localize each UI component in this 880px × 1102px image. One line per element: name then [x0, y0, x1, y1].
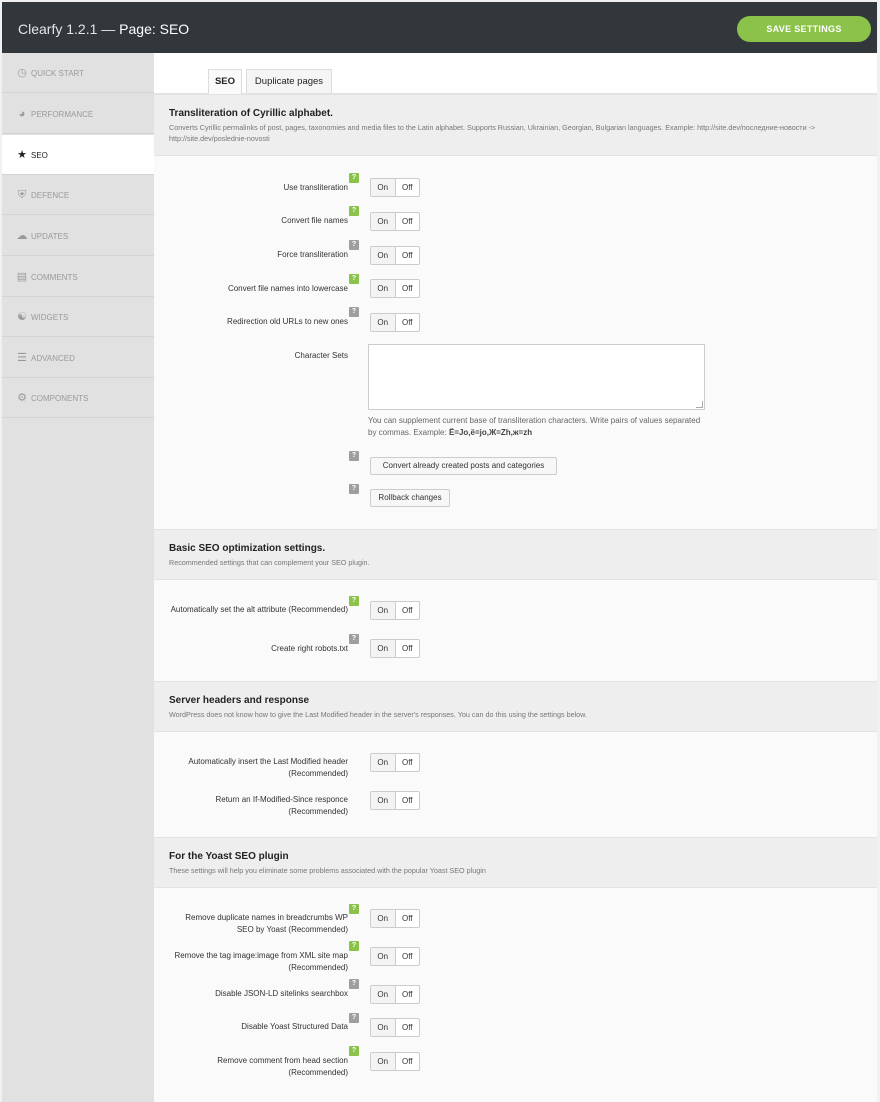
main-content — [154, 53, 877, 1102]
section-title: Transliteration of Cyrillic alphabet. — [169, 108, 333, 119]
help-icon[interactable]: ? — [349, 1046, 359, 1056]
setting-label: Convert file names into lowercase — [227, 284, 348, 293]
section-description: WordPress does not know how to give the Last Modified header in the server's responses. You can do this using the settings below. — [169, 710, 587, 719]
convert-posts-button[interactable]: Convert already created posts and categories — [370, 457, 557, 475]
star-icon: ★ — [17, 149, 27, 161]
sidebar-item-label: UPDATES — [31, 232, 69, 241]
convert-file-names-toggle[interactable] — [370, 212, 420, 231]
app-name: Clearfy 1.2.1 — — [18, 21, 116, 37]
help-icon[interactable]: ? — [349, 206, 359, 216]
sidebar-item-performance[interactable] — [2, 94, 154, 134]
help-icon[interactable]: ? — [349, 941, 359, 951]
toggle-on-option[interactable]: On — [371, 280, 396, 297]
redirect-old-urls-toggle[interactable] — [370, 313, 420, 332]
top-bar — [2, 2, 877, 53]
sidebar-item-label: PERFORMANCE — [31, 110, 94, 119]
toggle-off-option[interactable]: Off — [401, 758, 413, 767]
toggle-off-option[interactable]: Off — [401, 606, 413, 615]
page-header-title — [18, 21, 189, 37]
help-icon[interactable]: ? — [349, 1013, 359, 1023]
section-description: Converts Cyrillic permalinks of post, pages, taxonomies and media files to the Latin alphabet. Supports Russian, Ukrainian, Georgian, Bulgarian languages. Example: http://site.dev/последние-новости -> http://site.dev/poslednie-novosti — [169, 123, 816, 143]
sidebar-item-updates[interactable] — [2, 216, 154, 256]
toggle-off-option[interactable]: Off — [401, 796, 413, 805]
plugin-icon: ⚙ — [17, 392, 27, 404]
section-header-basic-seo — [154, 529, 877, 580]
toggle-on-option[interactable]: On — [371, 179, 396, 196]
sidebar-item-widgets[interactable] — [2, 297, 154, 337]
toggle-off-option[interactable]: Off — [401, 217, 413, 226]
setting-label: Remove duplicate names in breadcrumbs WP SEO by Yoast (Recommended) — [185, 913, 348, 934]
sidebar-item-label: ADVANCED — [31, 354, 75, 363]
help-icon[interactable]: ? — [349, 274, 359, 284]
force-transliteration-toggle[interactable] — [370, 246, 420, 265]
sidebar — [2, 53, 154, 1102]
sidebar-item-label: QUICK START — [31, 69, 85, 78]
sidebar-item-label: COMMENTS — [31, 273, 78, 282]
setting-label: Automatically insert the Last Modified header (Recommended) — [188, 757, 348, 778]
help-icon[interactable]: ? — [349, 596, 359, 606]
toggle-on-option[interactable]: On — [371, 213, 396, 230]
sidebar-item-label: SEO — [31, 151, 48, 160]
cloud-icon: ☁ — [16, 230, 28, 242]
help-icon[interactable]: ? — [349, 173, 359, 183]
comment-icon: ▤ — [16, 271, 28, 283]
toggle-on-option[interactable]: On — [371, 247, 396, 264]
yoast-image-sitemap-toggle[interactable] — [370, 947, 420, 966]
resize-grip-icon[interactable] — [696, 401, 703, 408]
sidebar-item-quick-start[interactable] — [2, 53, 154, 93]
shield-icon: ⛨ — [17, 189, 27, 201]
sitemap-icon: ☯ — [17, 311, 27, 323]
sidebar-item-label: DEFENCE — [31, 191, 70, 200]
section-title: For the Yoast SEO plugin — [169, 851, 289, 862]
dashboard-icon: ◕ — [18, 108, 26, 120]
sidebar-item-defence[interactable] — [2, 175, 154, 215]
head-comment-toggle[interactable] — [370, 1052, 420, 1071]
sidebar-item-label: COMPONENTS — [31, 394, 89, 403]
toggle-off-option[interactable]: Off — [401, 318, 413, 327]
character-sets-hint — [368, 415, 708, 439]
toggle-on-option[interactable]: On — [371, 640, 396, 657]
help-icon[interactable]: ? — [349, 240, 359, 250]
setting-label: Return an If-Modified-Since responce (Recommended) — [215, 795, 348, 816]
tab-duplicate-pages[interactable]: Duplicate pages — [246, 69, 332, 93]
tab-strip — [154, 53, 877, 94]
toggle-off-option[interactable]: Off — [401, 914, 413, 923]
save-settings-button[interactable]: SAVE SETTINGS — [737, 16, 871, 42]
lowercase-file-names-toggle[interactable] — [370, 279, 420, 298]
setting-label: Automatically set the alt attribute (Recommended) — [170, 605, 348, 614]
setting-label: Redirection old URLs to new ones — [227, 317, 348, 326]
toggle-off-option[interactable]: Off — [401, 990, 413, 999]
toggle-on-option[interactable]: On — [371, 1053, 396, 1070]
setting-label: Character Sets — [294, 351, 348, 360]
toggle-off-option[interactable]: Off — [401, 251, 413, 260]
setting-label: Remove comment from head section (Recommended) — [217, 1056, 348, 1077]
hint-text: You can supplement current base of transliteration characters. Write pairs of values separated by commas. Example: — [368, 416, 701, 437]
sidebar-item-advanced[interactable] — [2, 338, 154, 378]
json-ld-searchbox-toggle[interactable] — [370, 985, 420, 1004]
sidebar-item-label: WIDGETS — [31, 313, 69, 322]
robots-txt-toggle[interactable] — [370, 639, 420, 658]
setting-label: Disable JSON-LD sitelinks searchbox — [215, 989, 348, 998]
help-icon[interactable]: ? — [349, 979, 359, 989]
hint-example: Ё=Jo,ё=jo,Ж=Zh,ж=zh — [448, 428, 533, 437]
sidebar-item-seo[interactable] — [2, 135, 154, 175]
yoast-structured-data-toggle[interactable] — [370, 1018, 420, 1037]
section-header-yoast — [154, 837, 877, 888]
section-description: These settings will help you eliminate some problems associated with the popular Yoast SEO plugin — [169, 866, 486, 875]
toggle-off-option[interactable]: Off — [401, 1057, 413, 1066]
setting-label: Disable Yoast Structured Data — [241, 1022, 348, 1031]
help-icon[interactable]: ? — [349, 904, 359, 914]
toggle-on-option[interactable]: On — [371, 910, 396, 927]
toggle-on-option[interactable]: On — [371, 754, 396, 771]
toggle-on-option[interactable]: On — [371, 1019, 396, 1036]
tab-seo[interactable]: SEO — [208, 69, 242, 94]
section-header-transliteration — [154, 94, 877, 156]
toggle-on-option[interactable]: On — [371, 948, 396, 965]
toggle-on-option[interactable]: On — [371, 314, 396, 331]
toggle-off-option[interactable]: Off — [401, 284, 413, 293]
section-header-server-headers — [154, 681, 877, 732]
help-icon[interactable]: ? — [349, 634, 359, 644]
help-icon[interactable]: ? — [349, 484, 359, 494]
section-title: Basic SEO optimization settings. — [169, 543, 326, 554]
toggle-off-option[interactable]: Off — [401, 183, 413, 192]
toggle-off-option[interactable]: Off — [401, 644, 413, 653]
toggle-on-option[interactable]: On — [371, 986, 396, 1003]
help-icon[interactable]: ? — [349, 307, 359, 317]
use-transliteration-toggle[interactable] — [370, 178, 420, 197]
toggle-off-option[interactable]: Off — [401, 952, 413, 961]
help-icon[interactable]: ? — [349, 451, 359, 461]
auto-alt-attribute-toggle[interactable] — [370, 601, 420, 620]
character-sets-textarea[interactable] — [368, 344, 705, 410]
setting-label: Create right robots.txt — [271, 644, 348, 653]
clock-icon: ◷ — [17, 67, 27, 79]
toggle-off-option[interactable]: Off — [401, 1023, 413, 1032]
toggle-on-option[interactable]: On — [371, 602, 396, 619]
if-modified-since-toggle[interactable] — [370, 791, 420, 810]
setting-label: Convert file names — [281, 216, 348, 225]
setting-label: Force transliteration — [277, 250, 348, 259]
page-title: Page: SEO — [119, 21, 190, 37]
last-modified-header-toggle[interactable] — [370, 753, 420, 772]
section-title: Server headers and response — [169, 695, 310, 706]
setting-label: Use transliteration — [283, 183, 348, 192]
rollback-changes-button[interactable]: Rollback changes — [370, 489, 450, 507]
section-description: Recommended settings that can complement your SEO plugin. — [169, 558, 370, 567]
setting-label: Remove the tag image:image from XML site map (Recommended) — [174, 951, 348, 972]
sidebar-item-comments[interactable] — [2, 257, 154, 297]
list-icon: ☰ — [17, 352, 27, 364]
sidebar-item-components[interactable] — [2, 378, 154, 418]
yoast-breadcrumbs-toggle[interactable] — [370, 909, 420, 928]
toggle-on-option[interactable]: On — [371, 792, 396, 809]
